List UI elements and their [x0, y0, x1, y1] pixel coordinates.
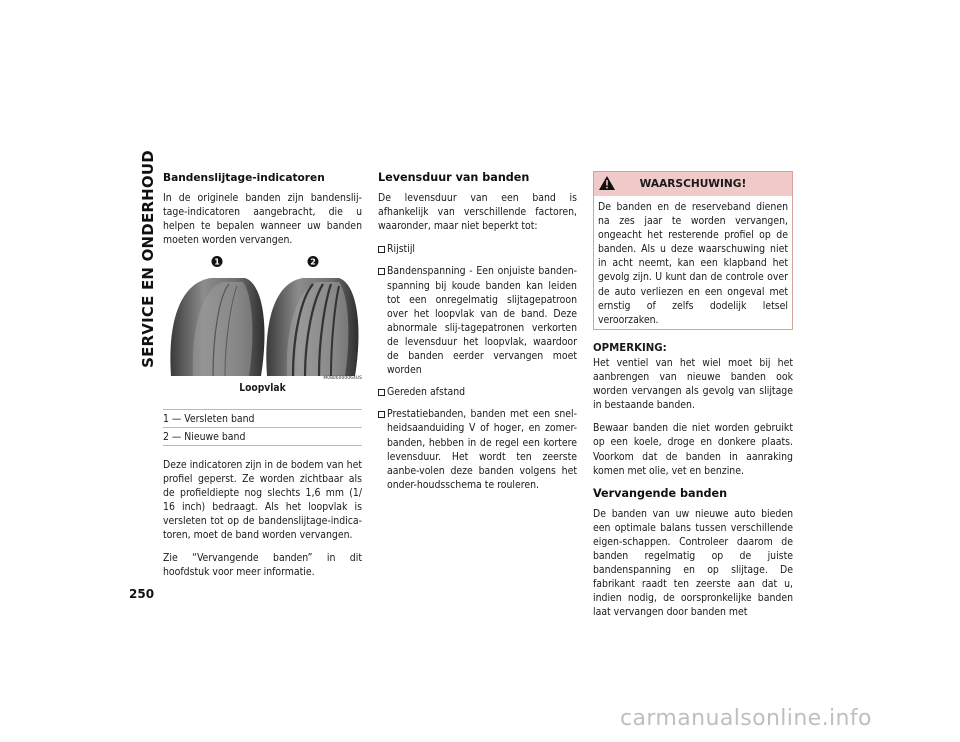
warning-body [594, 196, 792, 329]
page-number: 250 [129, 587, 155, 601]
tread-figure [163, 256, 362, 382]
heading-wear-indicators: Bandenslijtage-indicatoren [163, 172, 325, 184]
note-label: OPMERKING: [593, 342, 667, 354]
intro-paragraph: In de originele banden zijn bandenslij-tage-indicatoren aangebracht, die u helpen te bepalen wanneer uw banden moeten worden vervangen. [163, 192, 362, 247]
legend-item: 2 — Nieuwe band [163, 428, 362, 446]
tire-illustration [163, 256, 362, 376]
note-text: Het ventiel van het wiel moet bij het aanbrengen van nieuwe banden ook worden vervangen als gevolg van slijtage in bestaande banden. [593, 356, 793, 412]
warning-title: WAARSCHUWING! [639, 177, 747, 190]
heading-tire-life: Levensduur van banden [378, 171, 530, 184]
indicator-paragraph: Deze indicatoren zijn in de bodem van het profiel geperst. Ze worden zichtbaar als de profieldiepte nog slechts 1,6 mm (1/ 16 inch) bedraagt. Als het loopvlak is versleten tot op de bandenslijtage-indica-toren, moet de band worden vervangen. [163, 458, 362, 542]
figure-caption: Loopvlak [239, 383, 286, 395]
figure-code: M0806000064US [323, 376, 362, 382]
warning-triangle-icon [599, 176, 615, 190]
list-item: Prestatiebanden, banden met een snel-heidsaanduiding V of hoger, en zomer-banden, hebben in de regel een kortere levensduur. Het wordt ten zeerste aanbe-volen deze banden volgens het onder-houdsschema te rouleren. [378, 407, 577, 492]
legend-item: 1 — Versleten band [163, 410, 362, 428]
marker-1: 1 [214, 257, 220, 267]
column-2 [378, 171, 577, 500]
tire-life-intro: De levensduur van een band is afhankelijk van verschillende factoren, waaronder, maar niet beperkt tot: [378, 192, 577, 233]
new-tire-image [266, 278, 358, 376]
watermark: carmanualsonline.info [620, 706, 872, 731]
list-item: Rijstijl [378, 242, 577, 256]
factor-list [378, 242, 577, 492]
list-item: Bandenspanning - Een onjuiste banden-spanning bij koude banden kan leiden tot een onregelmatig slijtagepatroon over het loopvlak van de band. Deze abnormale slij-tagepatronen verkorten de levensduur het loopvlak, waardoor de banden eerder vervangen moet worden [378, 264, 577, 377]
column-1 [163, 171, 362, 588]
warning-text: De banden en de reserveband dienen na zes jaar te worden vervangen, ongeacht het resterende profiel op de banden. Als u deze waarschuwing niet in acht neemt, kan een klapband het gevolg zijn. U kunt dan de controle over de auto verliezen en een ongeval met ernstig of zelfs dodelijk letsel veroorzaken. [598, 201, 788, 326]
reference-paragraph: Zie “Vervangende banden” in dit hoofdstuk voor meer informatie. [163, 552, 362, 579]
storage-paragraph: Bewaar banden die niet worden gebruikt op een koele, droge en donkere plaats. Voorkom dat de banden in aanraking komen met olie, vet en benzine. [593, 422, 793, 477]
figure-legend [163, 409, 362, 446]
section-side-tab [137, 150, 159, 368]
heading-replacement-tires: Vervangende banden [593, 486, 728, 500]
worn-tire-image [170, 278, 264, 376]
list-item: Gereden afstand [378, 385, 577, 399]
warning-header [594, 172, 792, 196]
column-3 [593, 171, 793, 629]
replacement-paragraph: De banden van uw nieuwe auto bieden een optimale balans tussen verschillende eigen-schappen. Controleer daarom de banden regelmatig op de juiste bandenspanning en op slijtage. De fabrikant raadt ten zeerste aan dat u, indien nodig, de oorspronkelijke banden laat vervangen door banden met [593, 507, 793, 619]
marker-2: 2 [310, 257, 316, 267]
warning-box [593, 171, 793, 330]
section-title: SERVICE EN ONDERHOUD [139, 150, 157, 368]
